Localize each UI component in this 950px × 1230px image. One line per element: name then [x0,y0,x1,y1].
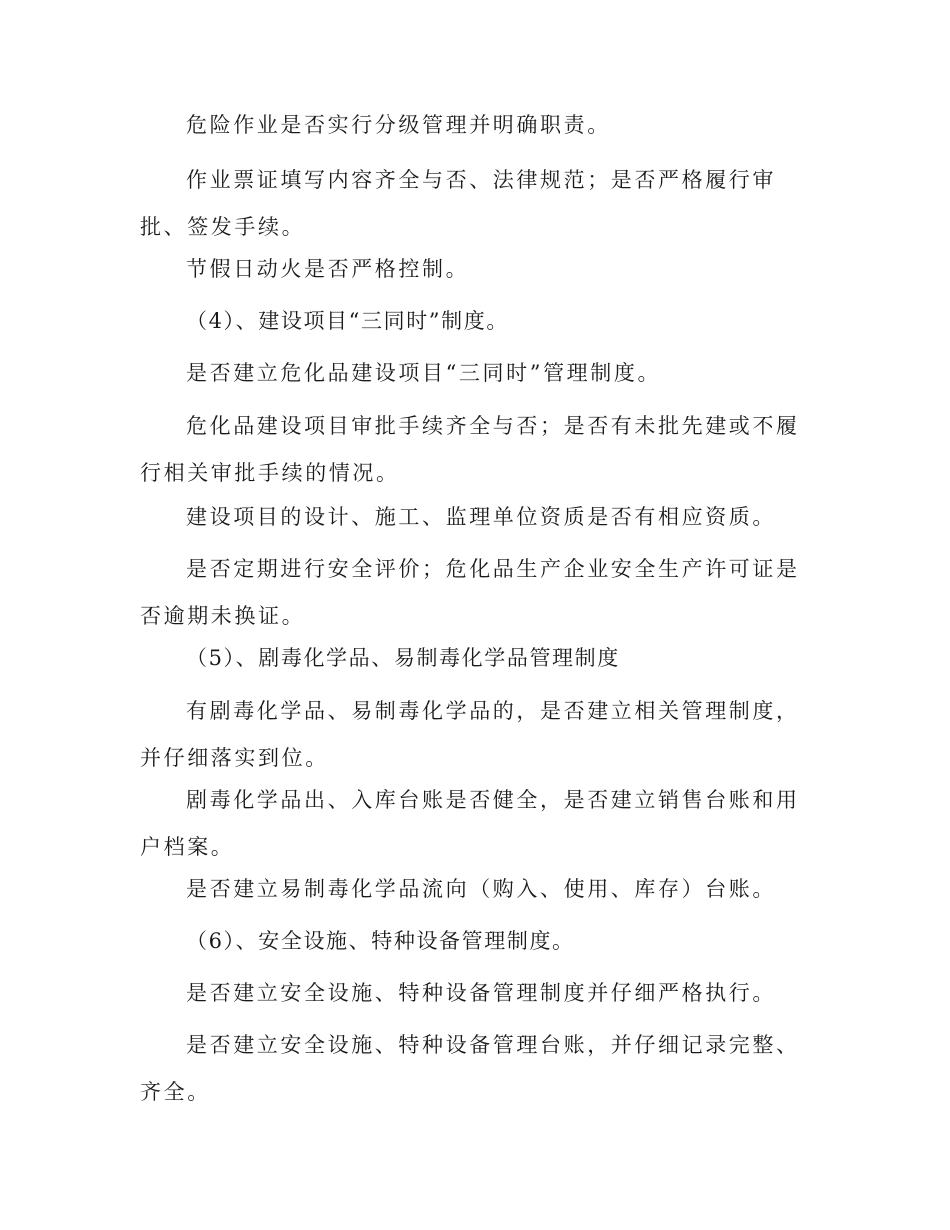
paragraph-holiday-hot-work: 节假日动火是否严格控制。 [186,257,470,281]
paragraph-special-equipment-ledger: 是否建立安全设施、特种设备管理台账，并仔细记录完整、齐全。 [140,1033,800,1104]
section-heading-6: （6）、安全设施、特种设备管理制度。 [186,929,575,953]
paragraph-toxic-chemicals-system: 有剧毒化学品、易制毒化学品的，是否建立相关管理制度，并仔细落实到位。 [140,699,800,770]
paragraph-three-simultaneous: 是否建立危化品建设项目“三同时”管理制度。 [186,361,662,385]
paragraph-toxic-ledger: 剧毒化学品出、入库台账是否健全，是否建立销售台账和用户档案。 [140,788,800,859]
paragraph-hazardous-work: 危险作业是否实行分级管理并明确职责。 [186,113,611,137]
paragraph-unit-qualifications: 建设项目的设计、施工、监理单位资质是否有相应资质。 [186,505,776,529]
paragraph-approval-procedures: 危化品建设项目审批手续齐全与否；是否有未批先建或不履行相关审批手续的情况。 [140,414,800,485]
paragraph-special-equipment-system: 是否建立安全设施、特种设备管理制度并仔细严格执行。 [186,981,776,1005]
section-heading-5: （5）、剧毒化学品、易制毒化学品管理制度 [186,646,620,670]
paragraph-precursor-flow: 是否建立易制毒化学品流向（购入、使用、库存）台账。 [186,877,776,901]
paragraph-work-permit: 作业票证填写内容齐全与否、法律规范；是否严格履行审批、签发手续。 [140,168,776,239]
paragraph-safety-evaluation: 是否定期进行安全评价；危化品生产企业安全生产许可证是否逾期未换证。 [140,557,800,628]
section-heading-4: （4）、建设项目“三同时”制度。 [186,309,509,333]
